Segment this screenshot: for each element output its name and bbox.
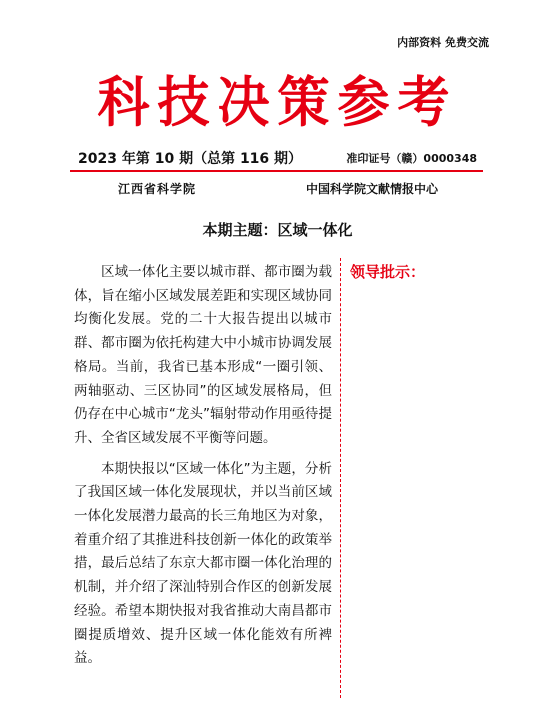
org-right: 中国科学院文献情报中心 <box>306 182 439 196</box>
body-text <box>74 261 332 678</box>
masthead-title: 科技决策参考 <box>97 70 458 135</box>
issue-number: 2023 年第 10 期（总第 116 期） <box>78 151 303 167</box>
column-divider <box>340 258 341 698</box>
org-left: 江西省科学院 <box>118 182 197 196</box>
registration-number: 准印证号（赣）0000348 <box>346 152 477 165</box>
leader-note-label: 领导批示： <box>350 263 426 281</box>
header-rule <box>70 170 483 172</box>
paragraph: 区域一体化主要以城市群、都市圈为载体，旨在缩小区域发展差距和实现区域协同均衡化发展。党的二十大报告提出以城市群、都市圈为依托构建大中小城市协调发展格局。当前，我省已基本形成“一圈引领、两轴驱动、三区协同”的区域发展格局，但仍存在中心城市“龙头”辐射带动作用亟待提升、全省区域发展不平衡等问题。 <box>74 264 332 446</box>
issue-topic: 本期主题：区域一体化 <box>202 221 353 239</box>
paragraph: 本期快报以“区域一体化”为主题，分析了我国区域一体化发展现状，并以当前区域一体化发展潜力最高的长三角地区为对象，着重介绍了其推进科技创新一体化的政策举措，最后总结了东京大都市圈一体化治理的机制，并介绍了深汕特别合作区的创新发展经验。希望本期快报对我省推动大南昌都市圈提质增效、提升区域一体化能效有所裨益。 <box>74 460 332 667</box>
internal-note: 内部资料 免费交流 <box>397 36 489 49</box>
issue-row <box>78 148 477 166</box>
